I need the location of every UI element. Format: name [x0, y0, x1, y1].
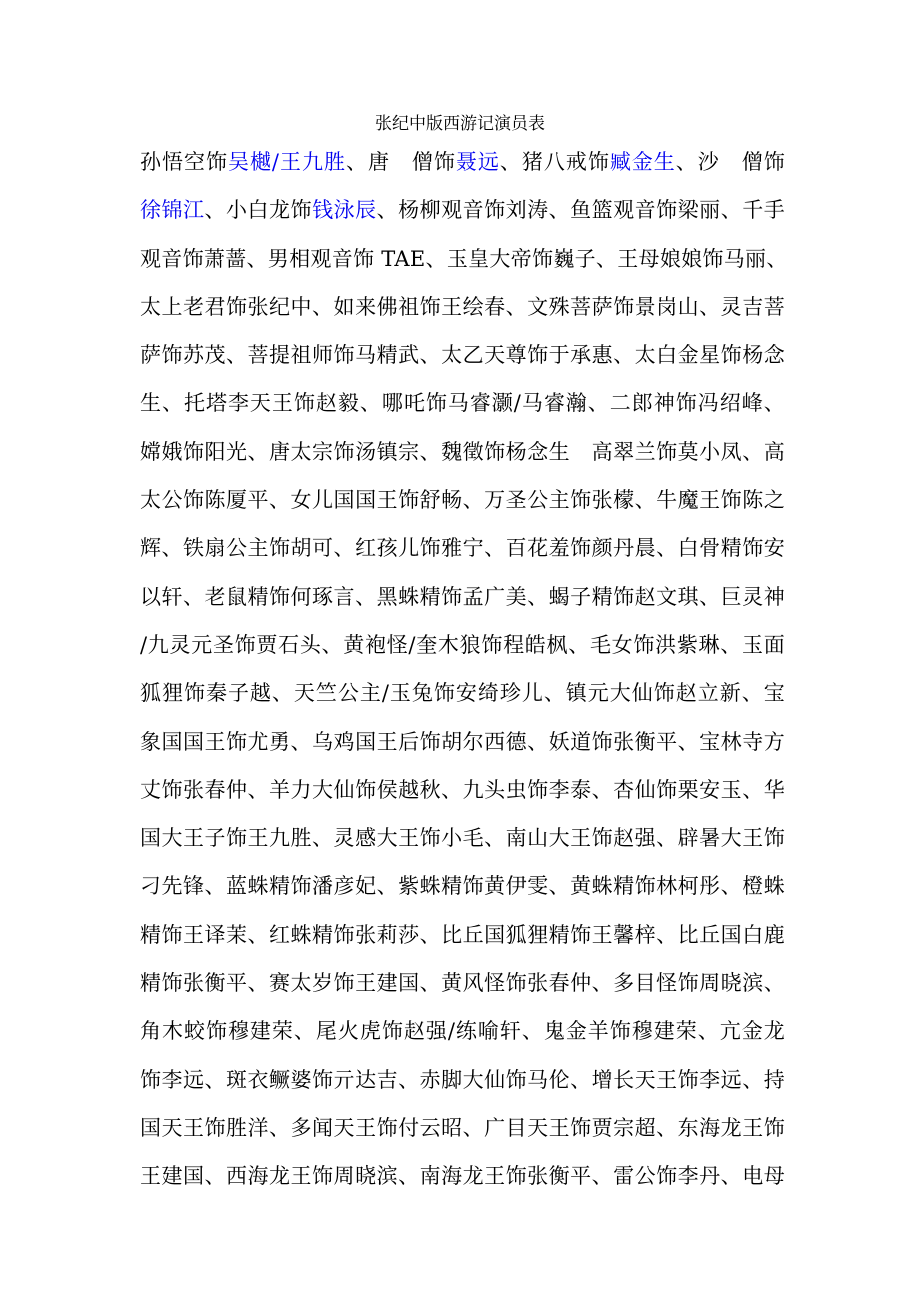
text-line [140, 959, 785, 1007]
text-line [140, 1007, 785, 1055]
text-segment: 精饰张衡平、赛太岁饰王建国、黄风怪饰张春仲、多目怪饰周晓滨、 [140, 971, 785, 996]
text-line [140, 1152, 785, 1200]
text-line [140, 476, 785, 524]
document-title: 张纪中版西游记演员表 [375, 114, 545, 134]
text-segment: 刁先锋、蓝蛛精饰潘彦妃、紫蛛精饰黄伊雯、黄蛛精饰林柯彤、橙蛛 [140, 874, 785, 899]
text-line [140, 331, 785, 379]
text-line [140, 138, 785, 186]
text-segment: 以轩、老鼠精饰何琢言、黑蛛精饰孟广美、蝎子精饰赵文琪、巨灵神 [140, 584, 785, 609]
text-line [140, 524, 785, 572]
text-segment: 太上老君饰张纪中、如来佛祖饰王绘春、文殊菩萨饰景岗山、灵吉菩 [140, 294, 785, 319]
cast-list-body [140, 138, 788, 1201]
text-line [140, 669, 785, 717]
text-line [140, 379, 785, 427]
text-segment: 国天王饰胜洋、多闻天王饰付云昭、广目天王饰贾宗超、东海龙王饰 [140, 1115, 785, 1140]
actor-link[interactable]: 钱泳辰 [312, 198, 377, 223]
text-segment: 狐狸饰秦子越、天竺公主/玉兔饰安绮珍儿、镇元大仙饰赵立新、宝 [140, 681, 785, 706]
text-segment: 国大王子饰王九胜、灵感大王饰小毛、南山大王饰赵强、辟暑大王饰 [140, 826, 785, 851]
text-line [140, 573, 785, 621]
text-segment: 观音饰萧蔷、男相观音饰 TAE、玉皇大帝饰巍子、王母娘娘饰马丽、 [140, 246, 788, 271]
text-line [140, 766, 785, 814]
text-line [140, 235, 788, 283]
actor-link[interactable]: 臧金生 [609, 150, 676, 174]
text-segment: 孙悟空饰 [140, 150, 228, 174]
text-segment: 、沙 僧饰 [675, 150, 786, 174]
text-segment: 、小白龙饰 [204, 198, 313, 223]
text-line [140, 283, 785, 331]
text-segment: /九灵元圣饰贾石头、黄袍怪/奎木狼饰程皓枫、毛女饰洪紫琳、玉面 [140, 632, 785, 657]
text-line [140, 1104, 785, 1152]
actor-link[interactable]: 徐锦江 [140, 198, 205, 223]
text-segment: 、猪八戒饰 [499, 150, 610, 174]
actor-link[interactable]: 吴樾/王九胜 [227, 150, 346, 174]
text-segment: 象国国王饰尤勇、乌鸡国王后饰胡尔西德、妖道饰张衡平、宝林寺方 [140, 729, 785, 754]
text-segment: 嫦娥饰阳光、唐太宗饰汤镇宗、魏徵饰杨念生 高翠兰饰莫小凤、高 [140, 439, 785, 464]
text-line [140, 1056, 785, 1104]
text-line [140, 814, 785, 862]
text-line [140, 186, 785, 234]
text-line [140, 428, 785, 476]
text-segment: 丈饰张春仲、羊力大仙饰侯越秋、九头虫饰李泰、杏仙饰栗安玉、华 [140, 777, 785, 802]
text-segment: 精饰王译茉、红蛛精饰张莉莎、比丘国狐狸精饰王馨梓、比丘国白鹿 [140, 922, 785, 947]
text-line [140, 862, 785, 910]
text-line [140, 621, 785, 669]
text-segment: 生、托塔李天王饰赵毅、哪吒饰马睿灏/马睿瀚、二郎神饰冯绍峰、 [140, 391, 785, 416]
text-segment: 太公饰陈厦平、女儿国国王饰舒畅、万圣公主饰张檬、牛魔王饰陈之 [140, 488, 785, 513]
actor-link[interactable]: 聂远 [455, 150, 500, 174]
text-segment: 、杨柳观音饰刘涛、鱼篮观音饰梁丽、千手 [376, 198, 786, 223]
text-segment: 、唐 僧饰 [345, 150, 456, 174]
text-segment: 角木蛟饰穆建荣、尾火虎饰赵强/练喻轩、鬼金羊饰穆建荣、亢金龙 [140, 1019, 785, 1044]
text-line [140, 911, 785, 959]
text-segment: 饰李远、斑衣鳜婆饰亓达吉、赤脚大仙饰马伦、增长天王饰李远、持 [140, 1067, 785, 1092]
text-segment: 辉、铁扇公主饰胡可、红孩儿饰雅宁、百花羞饰颜丹晨、白骨精饰安 [140, 536, 785, 561]
text-line [140, 718, 785, 766]
text-segment: 萨饰苏茂、菩提祖师饰马精武、太乙天尊饰于承惠、太白金星饰杨念 [140, 343, 785, 368]
text-segment: 王建国、西海龙王饰周晓滨、南海龙王饰张衡平、雷公饰李丹、电母 [140, 1164, 785, 1189]
